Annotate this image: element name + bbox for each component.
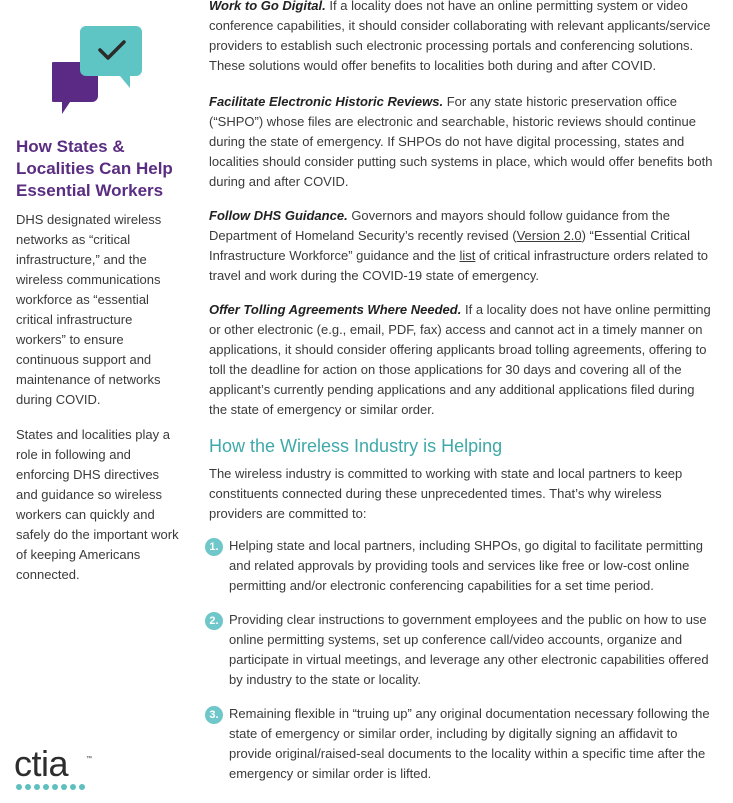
- list-item-text: Providing clear instructions to government employees and the public on how to use online permitting systems, set up conference call/video accounts, organize and participate in virtual meetings, and leverage any other electronic capabilities offered by industry to the state or locality.: [229, 612, 709, 687]
- section-title: Work to Go Digital.: [209, 0, 326, 13]
- section-body: For any state historic preservation office (“SHPO”) whose files are electronic and searchable, historic reviews should continue during the state of emergency. If SHPOs do not have digital processing, states and localities should consider putting such systems in place, which would offer benefits both during and after COVID.: [209, 94, 713, 189]
- version-link[interactable]: Version 2.0: [516, 228, 582, 243]
- section-body: ) “Essential Critical Infrastructure Workforce” guidance and the: [209, 228, 690, 263]
- number-badge: 2.: [205, 612, 223, 630]
- section-title: Offer Tolling Agreements Where Needed.: [209, 302, 462, 317]
- industry-intro: The wireless industry is committed to working with state and local partners to keep constituents connected during these unprecedented times. That’s why wireless providers are committed to:: [209, 466, 683, 521]
- section-body: Governors and mayors should follow guidance from the Department of Homeland Security’s recently revised (: [209, 208, 670, 243]
- section-dhs-guidance: [209, 206, 715, 286]
- list-item-text: Helping state and local partners, including SHPOs, go digital to facilitate permitting and related approvals by providing tools and services like free or low-cost online permitting and/or electronic conferencing capabilities for a set time period.: [229, 538, 704, 593]
- sidebar-title: How States & Localities Can Help Essential Workers: [16, 137, 173, 200]
- section-body: If a locality does not have an online permitting system or video conference capabilities, it should consider collaborating with relevant applicants/service providers to establish such electronic processing portals and conferencing solutions. These solutions would offer benefits to localities both during and after COVID.: [209, 0, 711, 73]
- industry-heading: How the Wireless Industry is Helping: [209, 436, 503, 456]
- sidebar-paragraph-states: States and localities play a role in following and enforcing DHS directives and guidance so wireless workers can quickly and safely do the important work of keeping Americans connected.: [16, 427, 179, 582]
- logo-trademark: ™: [86, 756, 92, 762]
- list-link[interactable]: list: [459, 248, 476, 263]
- list-item-text: Remaining flexible in “truing up” any original documentation necessary following the state of emergency or similar order, including by digitally signing an affidavit to provide original/raised-seal documents to the locality within a specific time after the emergency or similar order is lifted.: [229, 706, 710, 781]
- sidebar: [0, 0, 190, 803]
- number-badge: 3.: [205, 706, 223, 724]
- section-tolling-agreements: [209, 300, 715, 420]
- logo-wordmark: ctia: [14, 743, 69, 784]
- sidebar-paragraph-dhs: DHS designated wireless networks as “critical infrastructure,” and the wireless communications workforce as “essential critical infrastructure workers” to ensure continuous support and maintenance of networks during COVID.: [16, 212, 162, 407]
- section-body: If a locality does not have online permitting or other electronic (e.g., email, PDF, fax) access and cannot act in a timely manner on applications, it should consider offering applicants broad tolling agreements, offering to toll the deadline for action on those applications for 30 days and covering all of the applicant’s currently pending applications and any additional applications filed during the state of emergency or similar order.: [209, 302, 711, 417]
- ctia-logo: [14, 743, 104, 796]
- number-badge: 1.: [205, 538, 223, 556]
- section-title: Follow DHS Guidance.: [209, 208, 348, 223]
- section-title: Facilitate Electronic Historic Reviews.: [209, 94, 444, 109]
- logo-dots: [16, 784, 85, 790]
- section-body: of critical infrastructure orders related to travel and work during the COVID-19 state of emergency.: [209, 248, 709, 283]
- section-historic-reviews: [209, 92, 715, 192]
- chat-bubbles-check-icon: [52, 24, 142, 116]
- section-go-digital: [209, 0, 715, 76]
